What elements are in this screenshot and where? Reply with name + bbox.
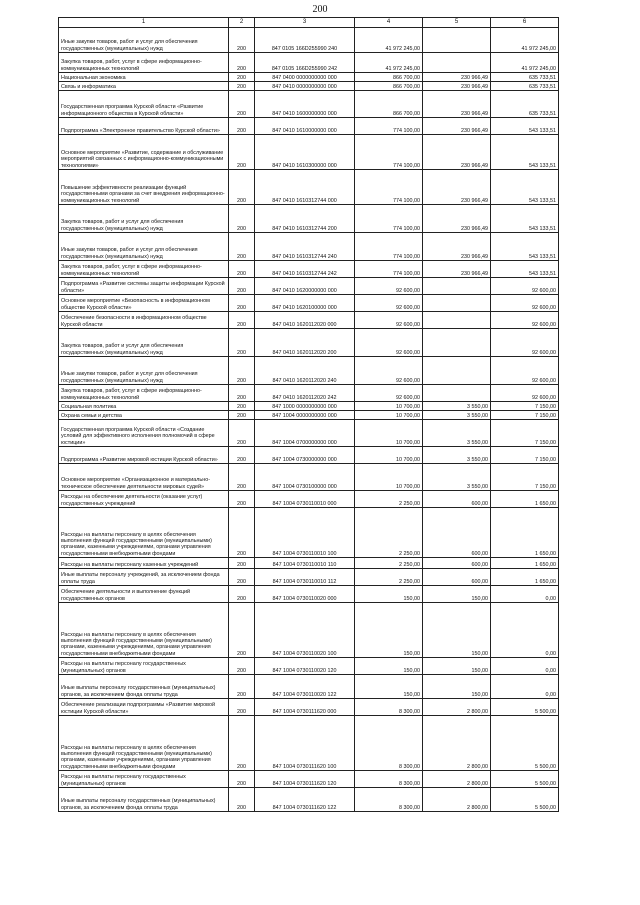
row-amount-planned-cell: 92 600,00	[355, 385, 423, 402]
row-code-a-cell: 200	[229, 464, 255, 491]
row-amount-remaining-cell: 92 600,00	[491, 312, 559, 329]
row-name-cell: Закупка товаров, работ, услуг в сфере информационно-коммуникационных технологий	[59, 385, 229, 402]
row-name-cell: Основное мероприятие «Развитие, содержание и обслуживание мероприятий связанных с информационно-коммуникационными технологиями»	[59, 135, 229, 170]
row-amount-executed-cell: 150,00	[423, 658, 491, 675]
row-name-cell: Обеспечение реализации подпрограммы «Развитие мировой юстиции Курской области»	[59, 699, 229, 716]
row-amount-planned-cell: 2 250,00	[355, 508, 423, 558]
row-amount-executed-cell: 2 800,00	[423, 699, 491, 716]
table-row	[59, 233, 559, 261]
row-classification-code-cell: 847 1004 0730000000 000	[255, 447, 355, 464]
row-name-cell: Иные выплаты персоналу государственных (муниципальных) органов, за исключением фонда оплаты труда	[59, 675, 229, 699]
table-row	[59, 295, 559, 312]
row-amount-remaining-cell: 543 133,51	[491, 233, 559, 261]
row-amount-executed-cell	[423, 295, 491, 312]
column-header: 6	[491, 18, 559, 28]
table-row	[59, 385, 559, 402]
row-amount-remaining-cell: 1 650,00	[491, 558, 559, 569]
row-amount-executed-cell: 230 966,49	[423, 73, 491, 82]
row-amount-executed-cell: 150,00	[423, 586, 491, 603]
row-amount-executed-cell: 3 550,00	[423, 411, 491, 420]
table-row	[59, 658, 559, 675]
row-code-a-cell: 200	[229, 205, 255, 233]
row-classification-code-cell: 847 0410 1610312744 242	[255, 261, 355, 278]
table-row	[59, 603, 559, 658]
table-row	[59, 716, 559, 771]
row-amount-planned-cell: 774 100,00	[355, 135, 423, 170]
row-code-a-cell: 200	[229, 716, 255, 771]
row-amount-executed-cell: 230 966,49	[423, 170, 491, 205]
row-name-cell: Иные выплаты персоналу учреждений, за исключением фонда оплаты труда	[59, 569, 229, 586]
row-amount-planned-cell: 150,00	[355, 675, 423, 699]
row-classification-code-cell: 847 0410 1620112020 200	[255, 329, 355, 357]
row-classification-code-cell: 847 0410 1610312744 200	[255, 205, 355, 233]
row-amount-executed-cell: 600,00	[423, 569, 491, 586]
row-amount-executed-cell: 230 966,49	[423, 135, 491, 170]
row-name-cell: Закупка товаров, работ, услуг в сфере информационно-коммуникационных технологий	[59, 261, 229, 278]
row-name-cell: Обеспечение деятельности и выполнение функций государственных органов	[59, 586, 229, 603]
row-amount-planned-cell: 10 700,00	[355, 420, 423, 447]
row-code-a-cell: 200	[229, 53, 255, 73]
table-row	[59, 558, 559, 569]
row-amount-planned-cell: 92 600,00	[355, 329, 423, 357]
row-name-cell: Расходы на обеспечение деятельности (оказание услуг) государственных учреждений	[59, 491, 229, 508]
row-name-cell: Иные закупки товаров, работ и услуг для обеспечения государственных (муниципальных) нужд	[59, 233, 229, 261]
row-amount-executed-cell: 600,00	[423, 491, 491, 508]
row-amount-remaining-cell: 92 600,00	[491, 329, 559, 357]
row-amount-planned-cell: 10 700,00	[355, 464, 423, 491]
table-row	[59, 73, 559, 82]
row-classification-code-cell: 847 0410 1610000000 000	[255, 118, 355, 135]
row-code-a-cell: 200	[229, 28, 255, 53]
row-amount-executed-cell: 230 966,49	[423, 82, 491, 91]
row-name-cell: Иные выплаты персоналу государственных (муниципальных) органов, за исключением фонда оплаты труда	[59, 788, 229, 812]
row-amount-remaining-cell: 7 150,00	[491, 411, 559, 420]
row-amount-executed-cell: 230 966,49	[423, 233, 491, 261]
row-classification-code-cell: 847 1004 0000000000 000	[255, 411, 355, 420]
row-code-a-cell: 200	[229, 135, 255, 170]
row-amount-executed-cell: 600,00	[423, 558, 491, 569]
table-row	[59, 411, 559, 420]
row-amount-executed-cell: 150,00	[423, 603, 491, 658]
row-amount-remaining-cell: 0,00	[491, 675, 559, 699]
row-amount-planned-cell: 8 300,00	[355, 716, 423, 771]
row-code-a-cell: 200	[229, 261, 255, 278]
row-amount-executed-cell: 230 966,49	[423, 261, 491, 278]
column-header: 2	[229, 18, 255, 28]
row-name-cell: Связь и информатика	[59, 82, 229, 91]
row-name-cell: Государственная программа Курской области «Создание условий для эффективного исполнения полномочий в сфере юстиции»	[59, 420, 229, 447]
table-row	[59, 278, 559, 295]
row-amount-remaining-cell: 92 600,00	[491, 385, 559, 402]
row-amount-planned-cell: 774 100,00	[355, 170, 423, 205]
row-name-cell: Расходы на выплаты персоналу государственных (муниципальных) органов	[59, 771, 229, 788]
row-amount-remaining-cell: 543 133,51	[491, 118, 559, 135]
row-code-a-cell: 200	[229, 295, 255, 312]
table-row	[59, 135, 559, 170]
row-classification-code-cell: 847 1004 0700000000 000	[255, 420, 355, 447]
row-amount-executed-cell	[423, 357, 491, 385]
row-name-cell: Повышение эффективности реализации функций государственными органами за счет внедрения информационно-коммуникационных технологий	[59, 170, 229, 205]
row-code-a-cell: 200	[229, 411, 255, 420]
row-code-a-cell: 200	[229, 73, 255, 82]
row-classification-code-cell: 847 1004 0730100000 000	[255, 464, 355, 491]
row-amount-executed-cell: 230 966,49	[423, 91, 491, 118]
table-row	[59, 508, 559, 558]
table-row	[59, 699, 559, 716]
row-amount-remaining-cell: 92 600,00	[491, 278, 559, 295]
row-amount-remaining-cell: 7 150,00	[491, 402, 559, 411]
row-code-a-cell: 200	[229, 420, 255, 447]
row-amount-remaining-cell: 7 150,00	[491, 464, 559, 491]
table-row	[59, 170, 559, 205]
row-name-cell: Подпрограмма «Развитие системы защиты информации Курской области»	[59, 278, 229, 295]
row-amount-planned-cell: 41 972 245,00	[355, 53, 423, 73]
table-row	[59, 91, 559, 118]
row-amount-remaining-cell: 92 600,00	[491, 295, 559, 312]
row-name-cell: Национальная экономика	[59, 73, 229, 82]
column-header: 4	[355, 18, 423, 28]
row-classification-code-cell: 847 0410 0000000000 000	[255, 82, 355, 91]
row-amount-executed-cell	[423, 312, 491, 329]
row-amount-remaining-cell: 543 133,51	[491, 170, 559, 205]
row-amount-remaining-cell: 1 650,00	[491, 569, 559, 586]
column-header: 5	[423, 18, 491, 28]
row-amount-remaining-cell: 543 133,51	[491, 135, 559, 170]
row-classification-code-cell: 847 1004 0730110020 122	[255, 675, 355, 699]
row-amount-executed-cell: 3 550,00	[423, 420, 491, 447]
row-amount-remaining-cell: 0,00	[491, 603, 559, 658]
row-amount-remaining-cell: 543 133,51	[491, 261, 559, 278]
row-amount-executed-cell: 3 550,00	[423, 447, 491, 464]
row-classification-code-cell: 847 1004 0730110020 100	[255, 603, 355, 658]
row-code-a-cell: 200	[229, 447, 255, 464]
row-name-cell: Расходы на выплаты персоналу в целях обеспечения выполнения функций государственными (муниципальными) органами, казенными учреждениями, органами управления государственными внебюджетными фондами	[59, 603, 229, 658]
table-row	[59, 464, 559, 491]
row-amount-executed-cell	[423, 28, 491, 53]
row-amount-planned-cell: 10 700,00	[355, 411, 423, 420]
row-name-cell: Закупка товаров, работ и услуг для обеспечения государственных (муниципальных) нужд	[59, 205, 229, 233]
row-amount-executed-cell: 2 800,00	[423, 771, 491, 788]
row-code-a-cell: 200	[229, 491, 255, 508]
row-amount-remaining-cell: 5 500,00	[491, 716, 559, 771]
row-amount-planned-cell: 150,00	[355, 603, 423, 658]
row-name-cell: Иные закупки товаров, работ и услуг для обеспечения государственных (муниципальных) нужд	[59, 357, 229, 385]
row-amount-executed-cell	[423, 53, 491, 73]
row-classification-code-cell: 847 0105 166D255990 242	[255, 53, 355, 73]
row-amount-remaining-cell: 7 150,00	[491, 420, 559, 447]
row-amount-planned-cell: 10 700,00	[355, 402, 423, 411]
table-row	[59, 82, 559, 91]
table-row	[59, 261, 559, 278]
row-amount-planned-cell: 150,00	[355, 586, 423, 603]
row-classification-code-cell: 847 0400 0000000000 000	[255, 73, 355, 82]
row-code-a-cell: 200	[229, 558, 255, 569]
row-code-a-cell: 200	[229, 788, 255, 812]
row-name-cell: Государственная программа Курской области «Развитие информационного общества в Курской области»	[59, 91, 229, 118]
table-row	[59, 586, 559, 603]
row-code-a-cell: 200	[229, 329, 255, 357]
row-code-a-cell: 200	[229, 586, 255, 603]
column-header: 3	[255, 18, 355, 28]
table-row	[59, 675, 559, 699]
row-name-cell: Социальная политика	[59, 402, 229, 411]
row-name-cell: Основное мероприятие «Организационное и материально-техническое обеспечение деятельности мировых судей»	[59, 464, 229, 491]
row-amount-executed-cell: 3 550,00	[423, 402, 491, 411]
page-number: 200	[312, 4, 328, 15]
row-classification-code-cell: 847 1004 0730110010 000	[255, 491, 355, 508]
row-classification-code-cell: 847 0410 1620112020 000	[255, 312, 355, 329]
row-amount-planned-cell: 8 300,00	[355, 699, 423, 716]
row-amount-remaining-cell: 5 500,00	[491, 699, 559, 716]
row-code-a-cell: 200	[229, 603, 255, 658]
row-amount-planned-cell: 2 250,00	[355, 569, 423, 586]
row-code-a-cell: 200	[229, 118, 255, 135]
table-row	[59, 357, 559, 385]
budget-table	[58, 17, 559, 812]
table-row	[59, 329, 559, 357]
table-row	[59, 205, 559, 233]
row-code-a-cell: 200	[229, 771, 255, 788]
row-amount-remaining-cell: 635 733,51	[491, 73, 559, 82]
row-amount-planned-cell: 774 100,00	[355, 205, 423, 233]
row-amount-remaining-cell: 92 600,00	[491, 357, 559, 385]
row-code-a-cell: 200	[229, 357, 255, 385]
row-code-a-cell: 200	[229, 658, 255, 675]
row-amount-planned-cell: 8 300,00	[355, 788, 423, 812]
row-name-cell: Подпрограмма «Развитие мировой юстиции Курской области»	[59, 447, 229, 464]
row-amount-remaining-cell: 1 650,00	[491, 508, 559, 558]
row-amount-executed-cell: 2 800,00	[423, 716, 491, 771]
row-classification-code-cell: 847 1004 0730110010 100	[255, 508, 355, 558]
row-amount-planned-cell: 774 100,00	[355, 261, 423, 278]
row-amount-planned-cell: 8 300,00	[355, 771, 423, 788]
row-amount-remaining-cell: 0,00	[491, 658, 559, 675]
row-name-cell: Основное мероприятие «Безопасность в информационном обществе Курской области»	[59, 295, 229, 312]
row-amount-remaining-cell: 635 733,51	[491, 82, 559, 91]
row-classification-code-cell: 847 1004 0730110010 112	[255, 569, 355, 586]
row-code-a-cell: 200	[229, 699, 255, 716]
row-code-a-cell: 200	[229, 312, 255, 329]
row-classification-code-cell: 847 0410 1610300000 000	[255, 135, 355, 170]
table-row	[59, 569, 559, 586]
row-amount-planned-cell: 2 250,00	[355, 491, 423, 508]
row-amount-executed-cell: 2 800,00	[423, 788, 491, 812]
row-amount-executed-cell: 230 966,49	[423, 205, 491, 233]
table-row	[59, 53, 559, 73]
row-amount-executed-cell	[423, 278, 491, 295]
row-classification-code-cell: 847 0105 166D255990 240	[255, 28, 355, 53]
row-amount-planned-cell: 774 100,00	[355, 233, 423, 261]
row-classification-code-cell: 847 0410 1620100000 000	[255, 295, 355, 312]
row-amount-planned-cell: 92 600,00	[355, 357, 423, 385]
row-amount-executed-cell	[423, 385, 491, 402]
row-classification-code-cell: 847 1004 0730110010 110	[255, 558, 355, 569]
row-name-cell: Расходы на выплаты персоналу в целях обеспечения выполнения функций государственными (муниципальными) органами, казенными учреждениями, органами управления государственными внебюджетными фондами	[59, 508, 229, 558]
row-name-cell: Иные закупки товаров, работ и услуг для обеспечения государственных (муниципальных) нужд	[59, 28, 229, 53]
row-amount-remaining-cell: 41 972 245,00	[491, 28, 559, 53]
row-amount-planned-cell: 41 972 245,00	[355, 28, 423, 53]
row-code-a-cell: 200	[229, 170, 255, 205]
row-amount-planned-cell: 2 250,00	[355, 558, 423, 569]
row-classification-code-cell: 847 0410 1610312744 000	[255, 170, 355, 205]
row-code-a-cell: 200	[229, 402, 255, 411]
table-row	[59, 420, 559, 447]
table-header-row	[59, 18, 559, 28]
row-code-a-cell: 200	[229, 233, 255, 261]
row-amount-remaining-cell: 1 650,00	[491, 491, 559, 508]
row-classification-code-cell: 847 1004 0730111620 100	[255, 716, 355, 771]
row-amount-remaining-cell: 41 972 245,00	[491, 53, 559, 73]
row-name-cell: Закупка товаров, работ и услуг для обеспечения государственных (муниципальных) нужд	[59, 329, 229, 357]
row-name-cell: Охрана семьи и детства	[59, 411, 229, 420]
row-amount-executed-cell: 150,00	[423, 675, 491, 699]
row-code-a-cell: 200	[229, 675, 255, 699]
row-name-cell: Закупка товаров, работ, услуг в сфере информационно-коммуникационных технологий	[59, 53, 229, 73]
row-classification-code-cell: 847 1004 0730111620 120	[255, 771, 355, 788]
row-classification-code-cell: 847 1004 0730111620 122	[255, 788, 355, 812]
table-row	[59, 402, 559, 411]
row-amount-remaining-cell: 543 133,51	[491, 205, 559, 233]
row-classification-code-cell: 847 1000 0000000000 000	[255, 402, 355, 411]
row-code-a-cell: 200	[229, 385, 255, 402]
row-amount-planned-cell: 774 100,00	[355, 118, 423, 135]
row-amount-remaining-cell: 0,00	[491, 586, 559, 603]
table-row	[59, 447, 559, 464]
row-amount-planned-cell: 866 700,00	[355, 82, 423, 91]
table-row	[59, 491, 559, 508]
row-classification-code-cell: 847 1004 0730111620 000	[255, 699, 355, 716]
row-classification-code-cell: 847 0410 1620112020 242	[255, 385, 355, 402]
row-amount-executed-cell: 600,00	[423, 508, 491, 558]
row-code-a-cell: 200	[229, 82, 255, 91]
row-classification-code-cell: 847 0410 1610312744 240	[255, 233, 355, 261]
row-classification-code-cell: 847 1004 0730110020 120	[255, 658, 355, 675]
row-code-a-cell: 200	[229, 569, 255, 586]
row-code-a-cell: 200	[229, 508, 255, 558]
table-row	[59, 771, 559, 788]
row-classification-code-cell: 847 0410 1600000000 000	[255, 91, 355, 118]
row-name-cell: Обеспечение безопасности в информационном обществе Курской области	[59, 312, 229, 329]
row-name-cell: Расходы на выплаты персоналу в целях обеспечения выполнения функций государственными (муниципальными) органами, казенными учреждениями, органами управления государственными внебюджетными фондами	[59, 716, 229, 771]
table-row	[59, 28, 559, 53]
table-row	[59, 788, 559, 812]
row-name-cell: Расходы на выплаты персоналу государственных (муниципальных) органов	[59, 658, 229, 675]
row-classification-code-cell: 847 0410 1620112020 240	[255, 357, 355, 385]
row-amount-planned-cell: 866 700,00	[355, 73, 423, 82]
row-classification-code-cell: 847 1004 0730110020 000	[255, 586, 355, 603]
row-name-cell: Расходы на выплаты персоналу казенных учреждений	[59, 558, 229, 569]
row-amount-planned-cell: 10 700,00	[355, 447, 423, 464]
row-amount-planned-cell: 92 600,00	[355, 312, 423, 329]
table-row	[59, 312, 559, 329]
row-code-a-cell: 200	[229, 278, 255, 295]
row-amount-remaining-cell: 5 500,00	[491, 771, 559, 788]
row-code-a-cell: 200	[229, 91, 255, 118]
row-amount-executed-cell: 3 550,00	[423, 464, 491, 491]
row-amount-executed-cell: 230 966,49	[423, 118, 491, 135]
row-amount-planned-cell: 866 700,00	[355, 91, 423, 118]
row-amount-executed-cell	[423, 329, 491, 357]
row-amount-remaining-cell: 7 150,00	[491, 447, 559, 464]
row-amount-planned-cell: 92 600,00	[355, 295, 423, 312]
row-amount-remaining-cell: 635 733,51	[491, 91, 559, 118]
column-header: 1	[59, 18, 229, 28]
table-row	[59, 118, 559, 135]
row-amount-planned-cell: 92 600,00	[355, 278, 423, 295]
row-amount-planned-cell: 150,00	[355, 658, 423, 675]
row-amount-remaining-cell: 5 500,00	[491, 788, 559, 812]
row-name-cell: Подпрограмма «Электронное правительство Курской области»	[59, 118, 229, 135]
row-classification-code-cell: 847 0410 1620000000 000	[255, 278, 355, 295]
